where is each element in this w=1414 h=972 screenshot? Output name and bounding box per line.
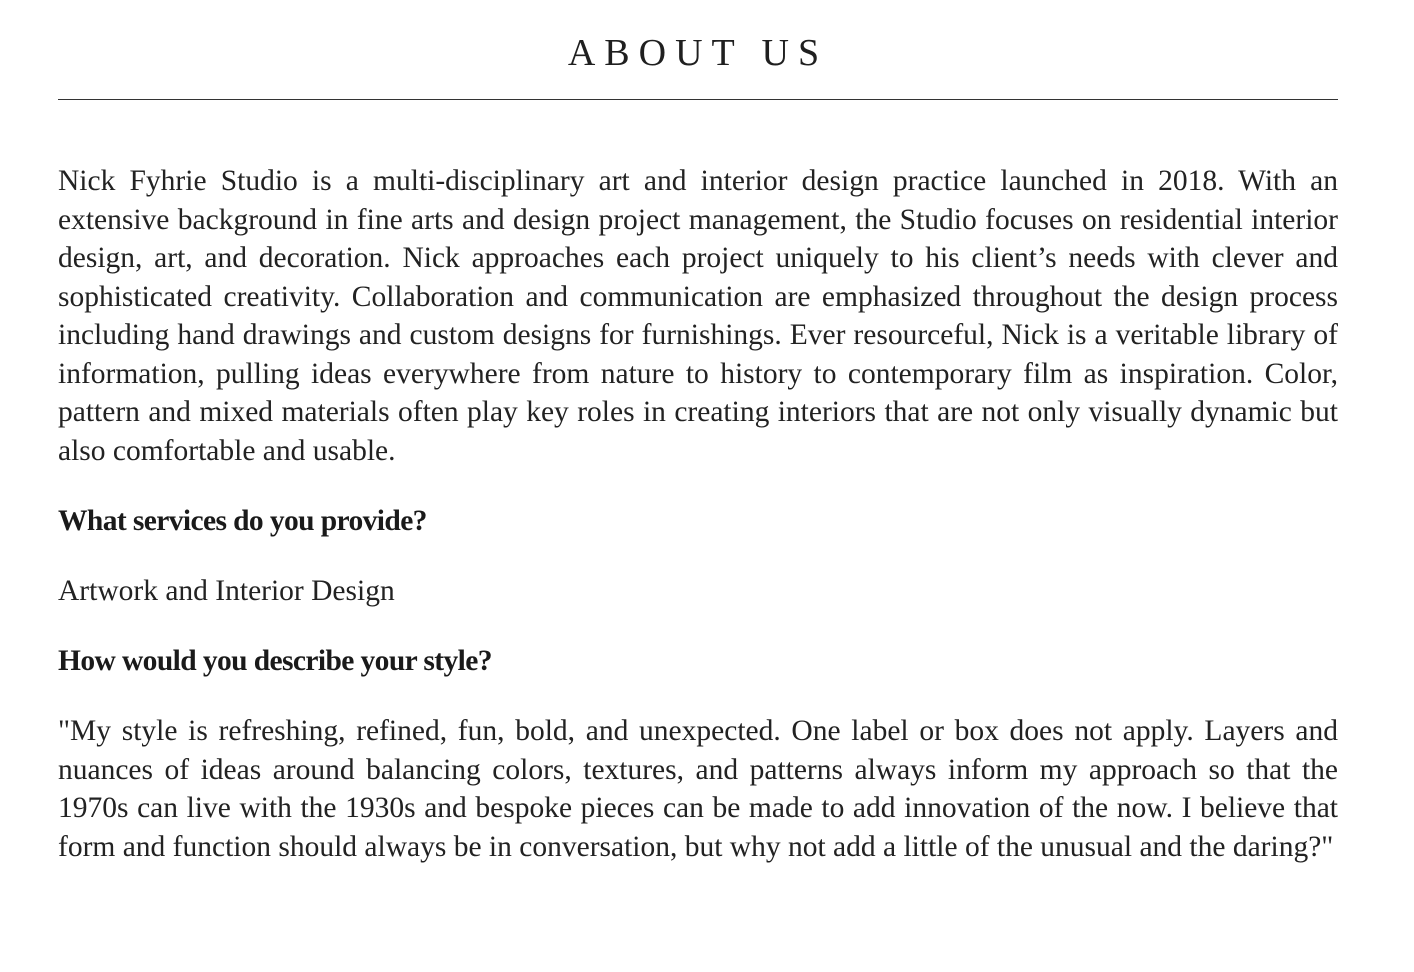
- spacer: [58, 540, 1338, 572]
- faq-question-style: How would you describe your style?: [58, 645, 492, 677]
- page-title: ABOUT US: [567, 32, 829, 74]
- about-content: [58, 162, 1338, 866]
- faq-question-services: What services do you provide?: [58, 505, 427, 537]
- spacer: [58, 610, 1338, 642]
- spacer: [58, 470, 1338, 502]
- title-divider: [58, 99, 1338, 100]
- faq-answer-services: Artwork and Interior Design: [58, 575, 395, 607]
- intro-paragraph: Nick Fyhrie Studio is a multi-disciplinary art and interior design practice launched in 2018. With an extensive background in fine arts and design project management, the Studio focuses on residential interior design, art, and decoration. Nick approaches each project uniquely to his client’s needs with clever and sophisticated creativity. Collaboration and communication are emphasized throughout the design process including hand drawings and custom designs for furnishings. Ever resourceful, Nick is a veritable library of information, pulling ideas everywhere from nature to history to contemporary film as inspiration. Color, pattern and mixed materials often play key roles in creating interiors that are not only visually dynamic but also comfortable and usable.: [58, 165, 1338, 467]
- spacer: [58, 680, 1338, 712]
- faq-answer-style: "My style is refreshing, refined, fun, bold, and unexpected. One label or box does not apply. Layers and nuances of ideas around balancing colors, textures, and patterns always inform my approach so that the 1970s can live with the 1930s and bespoke pieces can be made to add innovation of the now. I believe that form and function should always be in conversation, but why not add a little of the unusual and the daring?": [58, 715, 1338, 863]
